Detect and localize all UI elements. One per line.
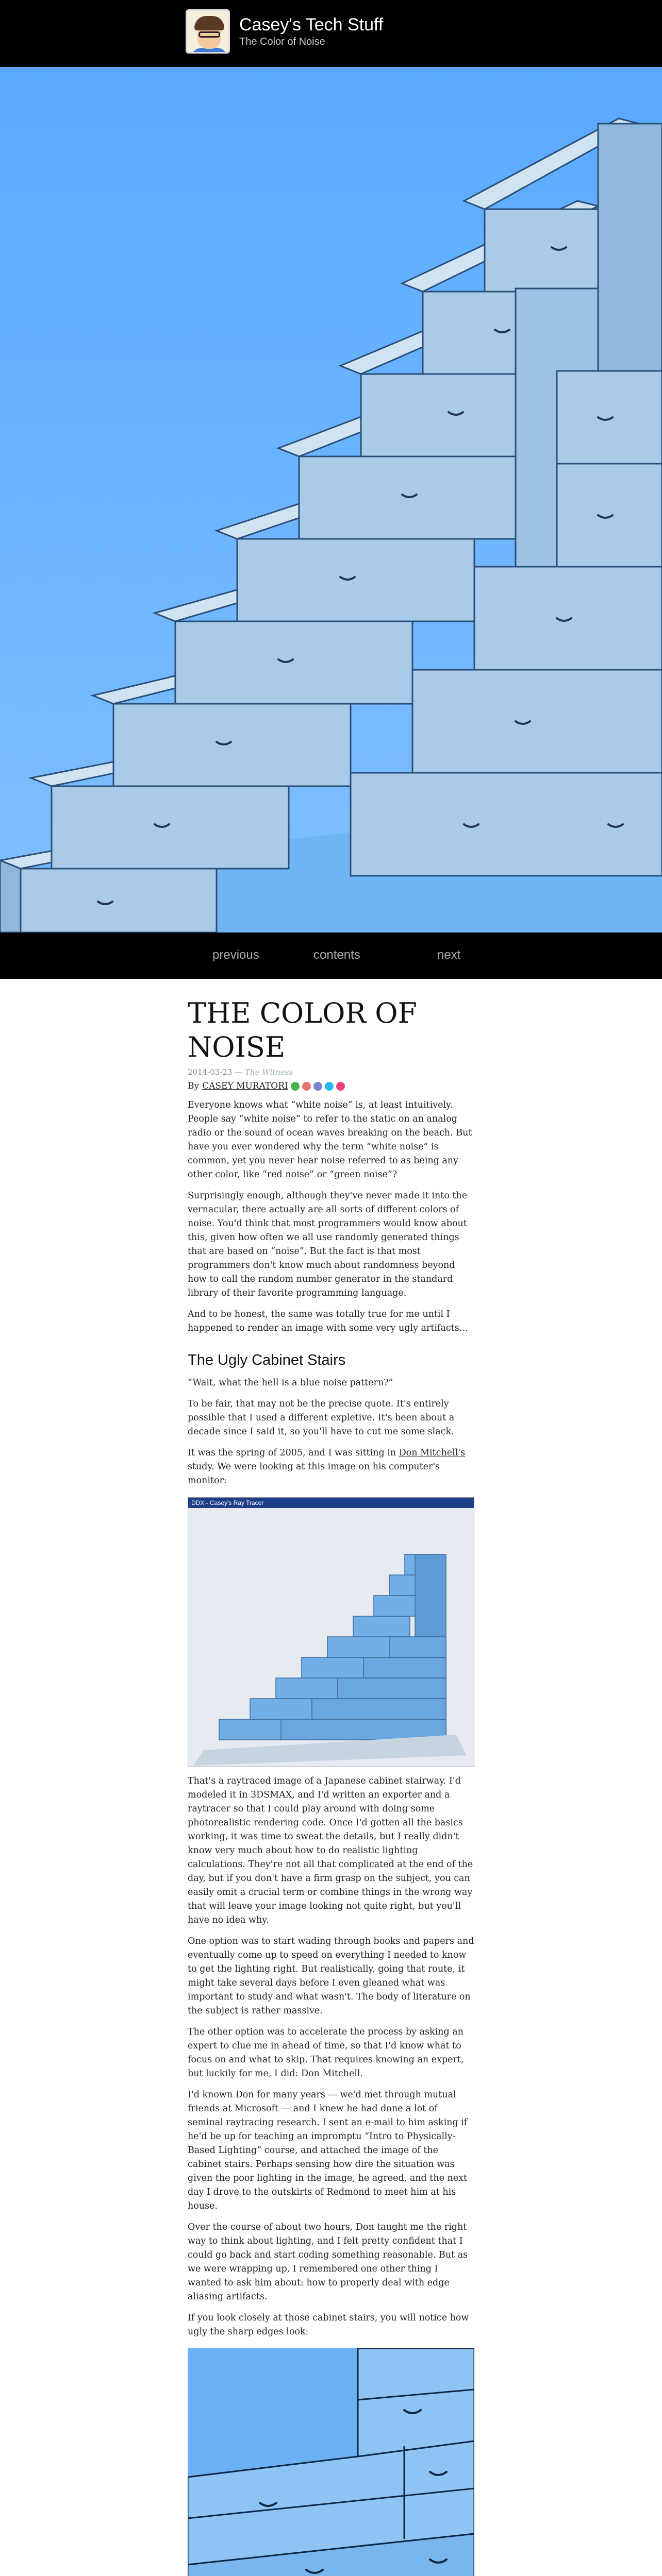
- social-icon-2[interactable]: [302, 1082, 311, 1091]
- paragraph: One option was to start wading through books and papers and eventually come up to speed on everything I needed to know to get the lighting right. But realistically, going that route, it might take several days before I even gleaned what was important to study and what wasn't. The body of literature on the subject is rather massive.: [188, 1936, 474, 2016]
- site-brand[interactable]: [186, 9, 383, 54]
- window-title-bar: DDX - Casey's Ray Tracer: [188, 1498, 474, 1508]
- cabinet-stairs-illustration: [0, 67, 662, 933]
- author-link[interactable]: CASEY MURATORI: [202, 1081, 288, 1091]
- raytracer-screenshot: [188, 1497, 474, 1767]
- site-title[interactable]: Casey's Tech Stuff: [239, 15, 384, 35]
- post-navigation: [0, 933, 662, 979]
- twitter-icon[interactable]: [325, 1082, 334, 1091]
- previous-link[interactable]: previous: [212, 948, 259, 962]
- paragraph: “Wait, what the hell is a blue noise pattern?”: [188, 1378, 393, 1388]
- site-header: [0, 0, 662, 67]
- social-icon-3[interactable]: [313, 1082, 322, 1091]
- paragraph: Over the course of about two hours, Don taught me the right way to think about lighting, and I felt pretty confident that I could go back and start coding something reasonable. But as we were wrapping up, I remembered one other thing I wanted to ask him about: how to properly deal with edge aliasing artifacts.: [188, 2222, 468, 2302]
- aliased-edges-closeup: [188, 2348, 474, 2576]
- closeup-cabinet-image: [188, 2348, 474, 2576]
- paragraph: That's a raytraced image of a Japanese cabinet stairway. I'd modeled it in 3DSMAX, and I'd written an exporter and a raytracer so that I could play around with doing some photorealistic rendering code. Once I'd gotten all the basics working, it was time to sweat the details, but I really didn't know very much about how to do realistic lighting calculations. They're not all that complicated at the end of the day, but if you don't have a firm grasp on the subject, you can easily omit a crucial term or combine things in the wrong way that will leave your image looking not quite right, but you'll have no idea why.: [188, 1776, 473, 1925]
- intro-paragraph: Everyone knows what “white noise” is, at least intuitively. People say “white noise” to refer to the static on an analog radio or the sound of ocean waves breaking on the beach. But have you ever wondered why the term “white noise” is common, yet you never hear noise referred to as being any other color, like “red noise” or “green noise”?: [188, 1100, 472, 1180]
- social-icon-5[interactable]: [336, 1082, 345, 1091]
- paragraph: The other option was to accelerate the process by asking an expert to clue me in ahead of time, so that I'd know what to focus on and what to skip. That requires knowing an expert, but luckily for me, I did: Don Mitchell.: [188, 2027, 464, 2079]
- don-mitchell-link[interactable]: Don Mitchell's: [399, 1448, 466, 1458]
- author-avatar[interactable]: [186, 9, 230, 54]
- paragraph: It was the spring of 2005, and I was sitting in Don Mitchell's study. We were looking at this image on his computer's monitor:: [188, 1448, 466, 1486]
- site-subtitle: The Color of Noise: [239, 36, 325, 47]
- post-date[interactable]: 2014-03-23: [188, 1067, 233, 1077]
- section-heading: The Ugly Cabinet Stairs: [188, 1352, 346, 1368]
- byline: [188, 1081, 474, 1091]
- intro-paragraph: Surprisingly enough, although they've never made it into the vernacular, there actually are all sorts of different colors of noise. You'd think that most programmers would know about this, given how often we all use randomly generated things that are based on “noise”. But the fact is that most programmers don't know much about randomness beyond how to call the random number generator in the standard library of their favorite programming language.: [188, 1191, 468, 1298]
- post-title[interactable]: THE COLOR OF NOISE: [188, 997, 417, 1063]
- raytraced-cabinet-image: [188, 1508, 474, 1767]
- article: [188, 994, 474, 2576]
- social-icon-1[interactable]: [291, 1082, 300, 1091]
- next-link[interactable]: next: [437, 948, 461, 962]
- paragraph: If you look closely at those cabinet stairs, you will notice how ugly the sharp edges look:: [188, 2313, 469, 2337]
- contents-link[interactable]: contents: [313, 948, 360, 962]
- post-meta: 2014-03-23 — The Witness: [188, 1067, 293, 1077]
- paragraph: I'd known Don for many years — we'd met through mutual friends at Microsoft — and I knew he had done a lot of seminal raytracing research. I sent an e-mail to him asking if he'd be up for teaching an impromptu “Intro to Physically-Based Lighting” course, and attached the image of the cabinet stairs. Perhaps sensing how dire the situation was given the poor lighting in the image, he agreed, and the next day I drove to the outskirts of Redmond to meet him at his house.: [188, 2090, 468, 2211]
- post-category[interactable]: The Witness: [245, 1067, 293, 1077]
- paragraph: To be fair, that may not be the precise quote. It's entirely possible that I used a different expletive. It's been about a decade since I said it, so you'll have to cut me some slack.: [188, 1399, 455, 1437]
- hero-image: [0, 67, 662, 933]
- intro-paragraph: And to be honest, the same was totally true for me until I happened to render an image with some very ugly artifacts…: [188, 1309, 469, 1333]
- by-label: By: [188, 1081, 200, 1091]
